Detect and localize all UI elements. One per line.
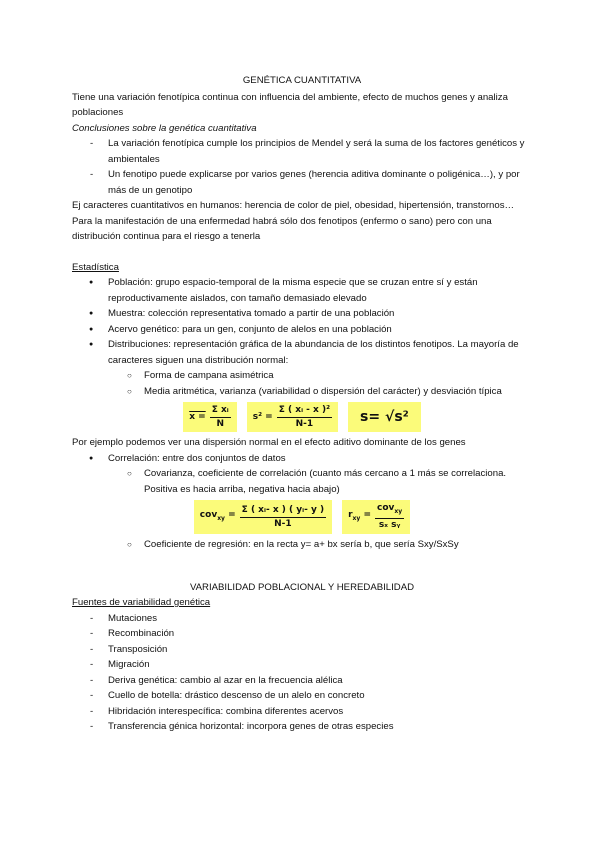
list-item: ● Población: grupo espacio-temporal de la misma especie que se cruzan entre sí y están reproductivamente aislados, con tamaño demasiado elevado (72, 275, 532, 306)
correlation-list (72, 451, 532, 467)
conclusions-heading: Conclusiones sobre la genética cuantitativa (72, 122, 257, 134)
statistics-heading: Estadística (72, 261, 119, 273)
list-item: - Transposición (72, 642, 532, 658)
list-item: - Transferencia génica horizontal: incorpora genes de otras especies (72, 719, 532, 735)
example-line: Por ejemplo podemos ver una dispersión normal en el efecto aditivo dominante de los genes (72, 437, 466, 448)
r-denominator: sₓ sᵧ (378, 519, 401, 530)
regression-sublist (72, 537, 532, 553)
r-numerator: cov$_{xy}$ (375, 503, 404, 519)
list-item: ● Acervo genético: para un gen, conjunto de alelos en una población (72, 322, 532, 338)
mean-formula (183, 402, 237, 432)
covariance-sublist (72, 466, 532, 497)
list-item: ○ Covarianza, coeficiente de correlación (cuanto más cercano a 1 más se correlaciona. Positiva es hacia arriba, negativa hacia abajo) (72, 466, 532, 497)
list-item: - Mutaciones (72, 611, 532, 627)
document-page (72, 73, 532, 735)
distribution-sublist (72, 368, 532, 399)
mean-lhs: x = (189, 411, 206, 422)
sd-formula: s= √s² (348, 402, 421, 432)
list-item: - Hibridación interespecífica: combina diferentes acervos (72, 704, 532, 720)
formula-row-correlation (72, 500, 532, 534)
sources-heading: Fuentes de variabilidad genética (72, 597, 211, 608)
list-item: - Deriva genética: cambio al azar en la frecuencia alélica (72, 673, 532, 689)
list-item: ○ Media aritmética, varianza (variabilidad o dispersión del carácter) y desviación típica (72, 384, 532, 400)
list-item: - Migración (72, 657, 532, 673)
list-item: ● Distribuciones: representación gráfica de la abundancia de los distintos fenotipos. La mayoría de caracteres siguen una distribución normal: (72, 337, 532, 368)
intro-paragraph: Tiene una variación fenotípica continua con influencia del ambiente, efecto de muchos genes y analiza poblaciones (72, 91, 508, 118)
mean-denominator: N (216, 418, 224, 429)
mean-numerator: Σ xᵢ (210, 405, 231, 418)
covariance-formula (194, 500, 332, 534)
r-lhs: $r_{xy}$ = (348, 510, 372, 522)
list-item: - La variación fenotípica cumple los principios de Mendel y será la suma de los factores genéticos y ambientales (72, 136, 532, 167)
formula-row-statistics (72, 402, 532, 432)
cov-numerator: Σ ( xᵢ- x ) ( yᵢ- y ) (240, 505, 326, 518)
list-item: - Un fenotipo puede explicarse por varios genes (herencia aditiva dominante o poligénica…), y por más de un genotipo (72, 167, 532, 198)
list-item: ○ Forma de campana asimétrica (72, 368, 532, 384)
variance-formula (247, 402, 338, 432)
correlation-formula (342, 500, 410, 534)
sources-list (72, 611, 532, 735)
list-item: ● Correlación: entre dos conjuntos de datos (72, 451, 532, 467)
examples-paragraph: Ej caracteres cuantitativos en humanos: herencia de color de piel, obesidad, hipertensión, transtornos… Para la manifestación de una enfermedad habrá sólo dos fenotipos (enfermo o sano) pero con una distribución continua para el riesgo a tenerla (72, 200, 515, 242)
variance-lhs: s² = (252, 411, 273, 422)
cov-denominator: N-1 (274, 518, 292, 529)
list-item: - Cuello de botella: drástico descenso de un alelo en concreto (72, 688, 532, 704)
cov-lhs: cov$_{xy}$ = (199, 510, 236, 522)
conclusions-list (72, 136, 532, 198)
list-item: - Recombinación (72, 626, 532, 642)
variance-denominator: N-1 (295, 418, 314, 429)
variance-numerator: Σ ( xᵢ - x )² (277, 405, 332, 418)
list-item: ● Muestra: colección representativa tomado a partir de una población (72, 306, 532, 322)
list-item: ○ Coeficiente de regresión: en la recta y= a+ bx sería b, que sería Sxy/SxSy (72, 537, 532, 553)
statistics-list (72, 275, 532, 368)
section-title-variabilidad: VARIABILIDAD POBLACIONAL Y HEREDABILIDAD (189, 581, 415, 593)
section-title-genetica: GENÉTICA CUANTITATIVA (242, 75, 362, 86)
